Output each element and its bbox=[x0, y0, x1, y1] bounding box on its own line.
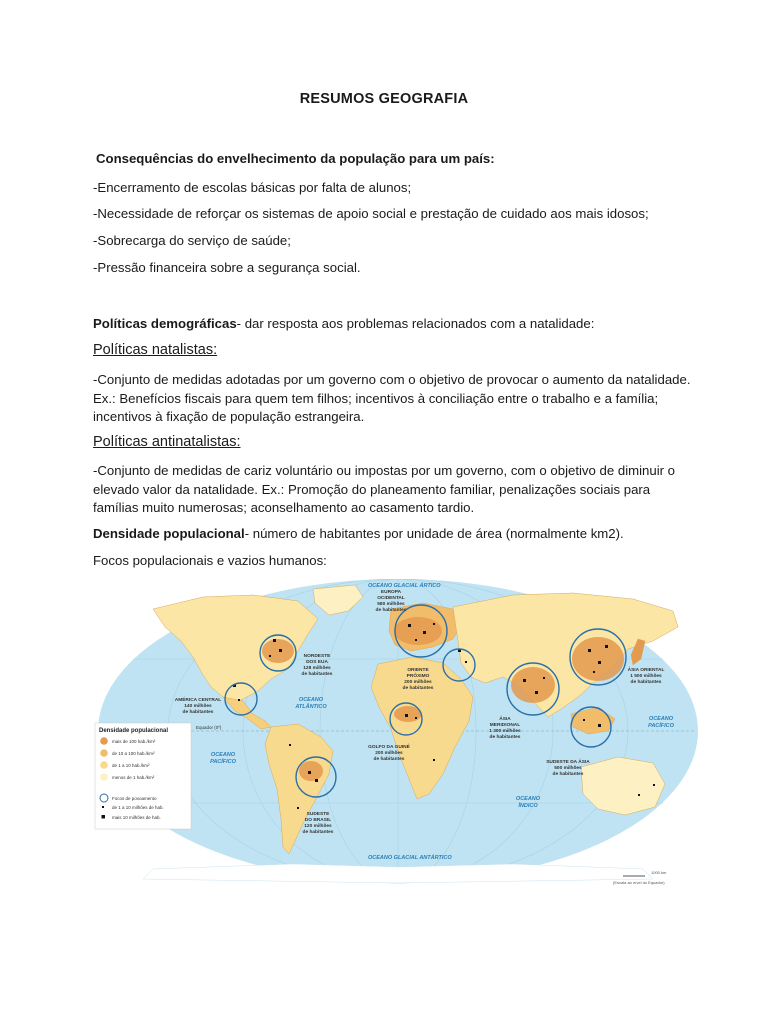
foci-caption: Focos populacionais e vazios humanos: bbox=[93, 553, 327, 568]
south-asia-4: de habitantes bbox=[489, 735, 521, 740]
near-east-4: de habitantes bbox=[402, 686, 434, 691]
label-indian-2: ÍNDICO bbox=[518, 803, 538, 809]
europe-3: 580 milhões bbox=[377, 602, 405, 607]
natalist-text: -Conjunto de medidas adotadas por um governo com o objetivo de provocar o aumento da natalidade. Ex.: Benefícios fiscais para quem tem filhos; incentivos à conciliação entre o trabalho e a família; incentivos à fixação de população estrangeira. bbox=[93, 372, 691, 424]
legend-swatch bbox=[100, 761, 108, 769]
scale-label: 1000 km bbox=[651, 870, 667, 875]
policies-term: Políticas demográficas bbox=[93, 316, 237, 331]
label-pacific-e-2: PACÍFICO bbox=[648, 723, 674, 729]
europe-1: EUROPA bbox=[380, 590, 402, 595]
usa-3: 128 milhões bbox=[303, 666, 331, 671]
legend-item-label: menos de 1 hab./km² bbox=[112, 774, 155, 780]
near-east-3: 200 milhões bbox=[404, 680, 432, 685]
label-pacific-e-1: OCEANO bbox=[648, 716, 674, 722]
aging-item-4: -Pressão financeira sobre a segurança social. bbox=[93, 260, 361, 275]
natalist-heading: Políticas natalistas: bbox=[93, 342, 218, 358]
density-definition bbox=[93, 525, 624, 543]
south-asia-3: 1 300 milhões bbox=[489, 729, 521, 734]
label-atlantic-1: OCEANO bbox=[298, 697, 324, 703]
aging-item-2: -Necessidade de reforçar os sistemas de apoio social e prestação de cuidado aos mais idosos; bbox=[93, 206, 649, 221]
density-def: - número de habitantes por unidade de área (normalmente km2). bbox=[244, 526, 624, 541]
antinatalist-text: -Conjunto de medidas de cariz voluntário ou impostas por um governo, com o objetivo de diminuir o elevado valor da natalidade. Ex.: Promoção do planeamento familiar, penalizações sociais para famílias muito numerosas; aconselhamento ao casamento tardio. bbox=[93, 463, 676, 515]
central-america-1: AMÉRICA CENTRAL bbox=[174, 698, 222, 703]
se-asia-3: de habitantes bbox=[552, 772, 584, 777]
se-brazil-1: SUDESTE bbox=[306, 812, 330, 817]
legend-swatch bbox=[100, 749, 108, 757]
central-america-3: de habitantes bbox=[182, 710, 214, 715]
equator-label: Equador (0º) bbox=[196, 725, 222, 730]
se-asia-2: 500 milhões bbox=[554, 766, 582, 771]
page-title: RESUMOS GEOGRAFIA bbox=[299, 91, 469, 107]
east-asia-3: de habitantes bbox=[630, 680, 662, 685]
legend-dot-small: de 1 a 10 milhões de hab. bbox=[112, 805, 164, 810]
usa-1: NORDESTE bbox=[303, 654, 331, 659]
scale-note: (Escala ao nível do Equador) bbox=[613, 880, 665, 885]
policies-def: - dar resposta aos problemas relacionados com a natalidade: bbox=[236, 316, 595, 331]
central-america-2: 140 milhões bbox=[184, 704, 212, 709]
antarctica bbox=[143, 864, 653, 883]
guinea-1: GOLFO DA GUINÉ bbox=[368, 745, 410, 750]
legend-dot-large: mais 10 milhões de hab. bbox=[112, 815, 161, 820]
legend-foci-label: Focos de povoamento bbox=[112, 796, 157, 801]
se-brazil-3: 120 milhões bbox=[304, 824, 332, 829]
policies-definition bbox=[93, 315, 594, 333]
usa-4: de habitantes bbox=[301, 672, 333, 677]
label-pacific-w-2: PACÍFICO bbox=[210, 759, 236, 765]
south-asia-1: ÁSIA bbox=[499, 717, 511, 722]
world-population-map bbox=[93, 579, 703, 891]
se-asia-1: SUDESTE DA ÁSIA bbox=[546, 760, 590, 765]
se-brazil-4: de habitantes bbox=[302, 830, 334, 835]
label-indian-1: OCEANO bbox=[515, 796, 541, 802]
europe-4: de habitantes bbox=[375, 608, 407, 613]
label-arctic: OCEANO GLACIAL ÁRTICO bbox=[368, 583, 441, 589]
legend-item-label: mais de 100 hab./km² bbox=[112, 738, 156, 744]
aging-item-3: -Sobrecarga do serviço de saúde; bbox=[93, 233, 291, 248]
legend-item-label: de 1 a 10 hab./km² bbox=[112, 762, 150, 768]
legend-swatch bbox=[100, 773, 108, 781]
label-atlantic-2: ATLÂNTICO bbox=[295, 704, 327, 710]
density-term: Densidade populacional bbox=[93, 526, 245, 541]
near-east-2: PRÓXIMO bbox=[406, 674, 430, 679]
aging-item-1: -Encerramento de escolas básicas por falta de alunos; bbox=[93, 180, 412, 195]
label-pacific-w-1: OCEANO bbox=[210, 752, 236, 758]
legend-item-label: de 10 a 100 hab./km² bbox=[112, 750, 155, 756]
legend-swatch bbox=[100, 737, 108, 745]
south-asia-2: MERIDIONAL bbox=[489, 723, 521, 728]
guinea-3: de habitantes bbox=[373, 757, 405, 762]
east-asia-1: ÁSIA ORIENTAL bbox=[627, 668, 665, 673]
label-antarctic: OCEANO GLACIAL ANTÁRTICO bbox=[368, 855, 452, 861]
legend bbox=[95, 723, 191, 829]
europe-2: OCIDENTAL bbox=[377, 596, 405, 601]
guinea-2: 200 milhões bbox=[375, 751, 403, 756]
se-brazil-2: DO BRASIL bbox=[304, 818, 332, 823]
east-asia-2: 1 500 milhões bbox=[630, 674, 662, 679]
aging-heading: Consequências do envelhecimento da população para um país: bbox=[96, 151, 495, 166]
usa-2: DOS EUA bbox=[306, 660, 328, 665]
near-east-1: ORIENTE bbox=[407, 668, 429, 673]
legend-title: Densidade populacional bbox=[99, 728, 169, 734]
antinatalist-heading: Políticas antinatalistas: bbox=[93, 434, 241, 450]
